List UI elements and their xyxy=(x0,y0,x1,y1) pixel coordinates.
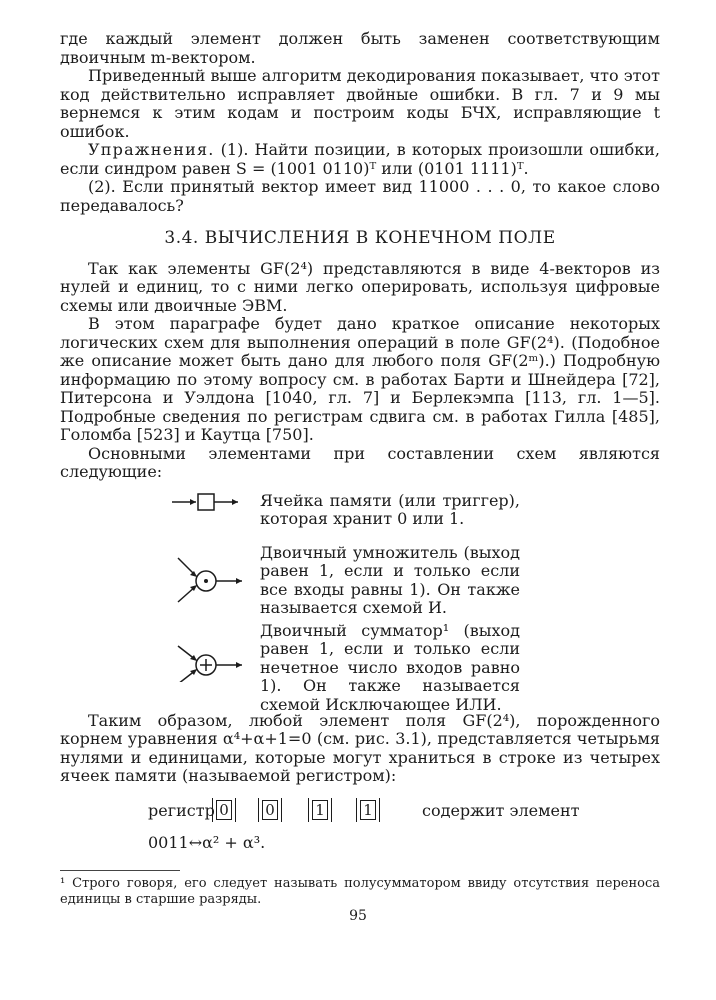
register-cell: 0 xyxy=(258,798,282,822)
element-adder xyxy=(60,620,660,714)
adder-icon xyxy=(170,622,250,682)
paragraph: В этом параграфе будет дано краткое описание некоторых логических схем для выполнения операций в поле GF(2⁴). (Подобное же описание может быть дано для любого поля GF(2ᵐ).) Подробную информацию по этому вопросу см. в работах Барти и Шнейдера [72], Питерсона и Уэлдона [1040, гл. 7] и Берлекэмпа [113, гл. 1—5]. Подробные сведения по регистрам сдвига см. в работах Гилла [485], Голомба [523] и Каутца [750]. xyxy=(60,314,660,444)
register-equation: 0011↔α² + α³. xyxy=(148,832,266,852)
paragraph: Таким образом, любой элемент поля GF(2⁴), порожденного корнем уравнения α⁴+α+1=0 (см. рис. 3.1), представляется четырьмя нулями и единицами, которые могут храниться в строке из четырех ячеек памяти (называемой регистром): xyxy=(60,710,660,785)
exercise-1-text: (1). Найти позиции, в которых произошли ошибки, если синдром равен S = (1001 0110)ᵀ или (0101 1111)ᵀ. xyxy=(60,140,660,178)
memory-cell-icon xyxy=(170,492,250,552)
paragraph: где каждый элемент должен быть заменен соответствующим двоичным m-вектором. xyxy=(60,29,660,67)
element-text: Ячейка памяти (или триггер), которая хранит 0 или 1. xyxy=(260,490,520,528)
exercise-2: (2). Если принятый вектор имеет вид 11000 . . . 0, то какое слово передавалось? xyxy=(60,177,660,215)
element-text: Двоичный умножитель (выход равен 1, если и только если все входы равны 1). Он также называется схемой И. xyxy=(260,542,520,617)
register-cell: 1 xyxy=(356,798,380,822)
exercise-1 xyxy=(60,141,660,178)
element-memory-cell xyxy=(60,492,660,536)
register-example xyxy=(60,798,660,858)
multiplier-icon xyxy=(170,544,250,604)
footnote: ¹ Строго говоря, его следует называть полусумматором ввиду отсутствия переноса единицы в старшие разряды. xyxy=(60,876,660,907)
footnote-rule xyxy=(60,870,180,871)
circuit-elements xyxy=(60,490,660,714)
register-cell: 0 xyxy=(212,798,236,822)
paragraph: Основными элементами при составлении схем являются следующие: xyxy=(60,443,660,481)
register-tail: содержит элемент xyxy=(422,800,580,820)
element-text: Двоичный сумматор¹ (выход равен 1, если и только если нечетное число входов равно 1). Он также называется схемой Исключающее ИЛИ. xyxy=(260,620,520,714)
section-title: 3.4. ВЫЧИСЛЕНИЯ В КОНЕЧНОМ ПОЛЕ xyxy=(164,228,556,248)
exercise-label: Упражнения. xyxy=(88,140,215,159)
paragraph: Приведенный выше алгоритм декодирования показывает, что этот код действительно исправляет двойные ошибки. В гл. 7 и 9 мы вернемся к этим кодам и построим коды БЧХ, исправляющие t ошибок. xyxy=(60,66,660,141)
page-number: 95 xyxy=(349,908,367,924)
element-multiplier xyxy=(60,542,660,617)
register-cell: 1 xyxy=(308,798,332,822)
register-label: регистр xyxy=(148,800,215,820)
paragraph: Так как элементы GF(2⁴) представляются в виде 4-векторов из нулей и единиц, то с ними легко оперировать, используя цифровые схемы или двоичные ЭВМ. xyxy=(60,258,660,315)
page-body xyxy=(60,30,660,858)
